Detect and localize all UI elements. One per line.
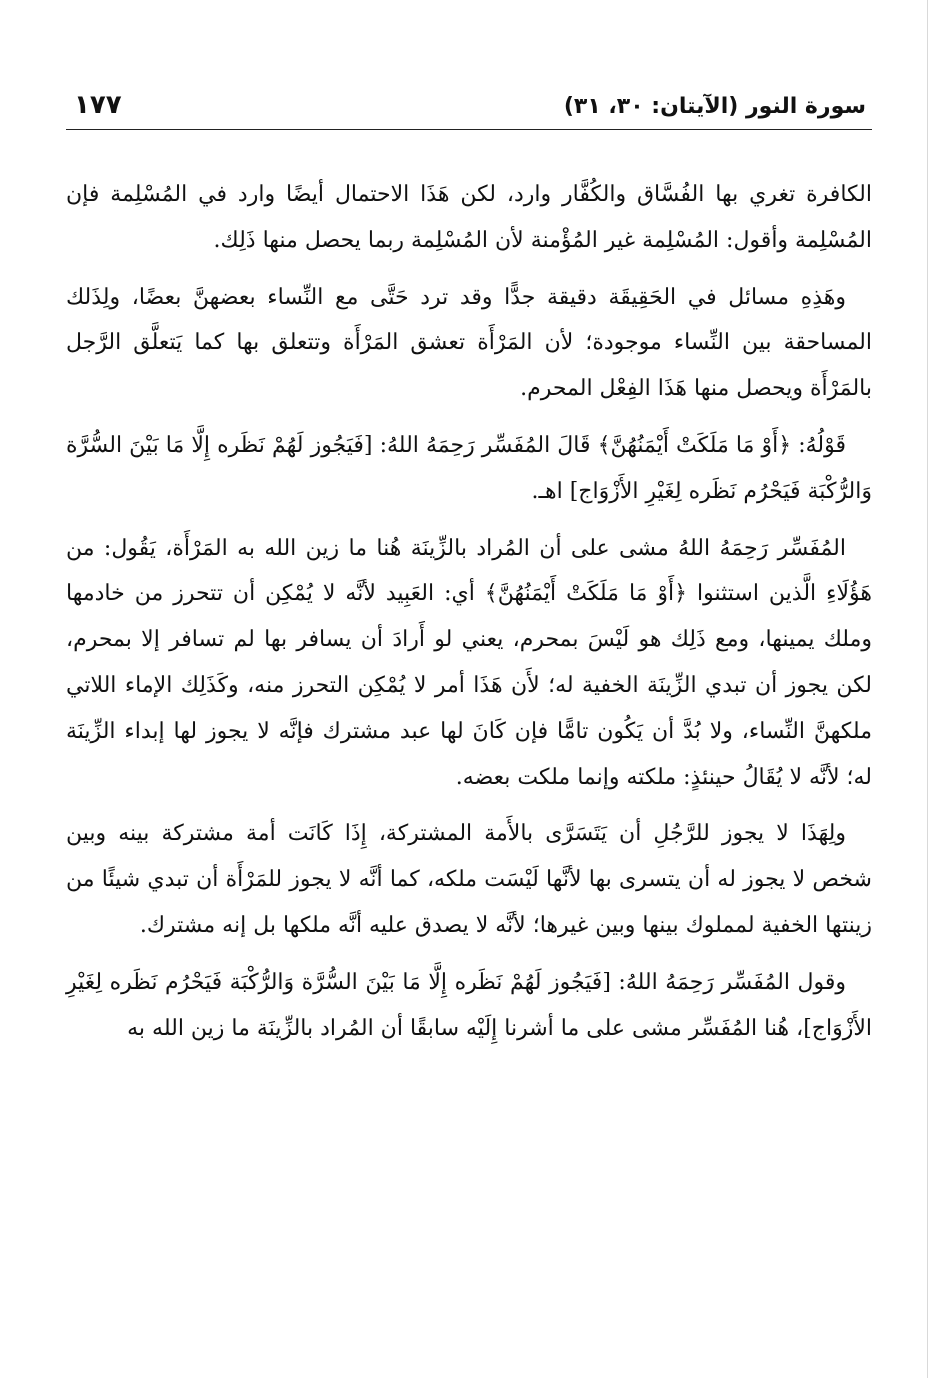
- scan-edge-line: [927, 0, 928, 1378]
- paragraph: وهَذِهِ مسائل في الحَقِيقَة دقيقة جدًّا وقد ترد حَتَّى مع النِّساء بعضهنَّ بعضًا، ولِذَلك المساحقة بين النِّساء موجودة؛ لأن المَرْأَة تعشق المَرْأَة وتتعلق بها كما يَتعلَّق الرَّجل بالمَرْأَة ويحصل منها هَذَا الفِعْل المحرم.: [66, 284, 872, 402]
- header-rule: [66, 129, 872, 130]
- paragraph: الكافرة تغري بها الفُسَّاق والكُفَّار وارد، لكن هَذَا الاحتمال أيضًا وارد في المُسْلِمة فإن المُسْلِمة وأقول: المُسْلِمة غير المُؤْمنة لأن المُسْلِمة ربما يحصل منها ذَلِك.: [66, 182, 872, 253]
- body-text: [66, 172, 872, 1062]
- running-title: سورة النور (الآيتان: ٣٠، ٣١): [563, 94, 866, 119]
- paragraph: وقول المُفَسِّر رَحِمَهُ اللهُ: [فَيَجُوز لَهُمْ نَظَره إِلَّا مَا بَيْنَ السُّرَّة وَالرُّكْبَة فَيَحْرُم نَظَره لِغَيْرِ الأَزْوَاج]، هُنا المُفَسِّر مشى على ما أشرنا إِلَيْه سابقًا أن المُراد بالزِّينَة ما زين الله به: [66, 969, 872, 1041]
- paragraph: المُفَسِّر رَحِمَهُ اللهُ مشى على أن المُراد بالزِّينَة هُنا ما زين الله به المَرْأَة، يَقُول: من هَؤُلَاءِ الَّذين استثنوا ﴿أَوْ مَا مَلَكَتْ أَيْمَنُهُنَّ﴾ أي: العَبِيد لأنَّه لا يُمْكِن أن تتحرز من خادمها وملك يمينها، ومع ذَلِك هو لَيْسَ بمحرم، يعني لو أَرادَ أن يسافر بها لم تسافر إلا بمحرم، لكن يجوز أن تبدي الزِّينَة الخفية له؛ لأَن هَذَا أمر لا يُمْكِن التحرز منه، وكَذَلِك الإماء اللاتي ملكهنَّ النِّساء، ولا بُدَّ أن يَكُون تامًّا فإن كَانَ لها عبد مشترك فإنَّه لا يجوز لها إبداء الزِّينَة له؛ لأنَّه لا يُقَالُ حينئذٍ: ملكته وإنما ملكت بعضه.: [66, 535, 872, 790]
- page-header: [66, 84, 872, 130]
- paragraph: قَوْلُهُ: ﴿أَوْ مَا مَلَكَتْ أَيْمَنُهُنَّ﴾ قَالَ المُفَسِّر رَحِمَهُ اللهُ: [فَيَجُوز لَهُمْ نَظَره إِلَّا مَا بَيْنَ السُّرَّة وَالرُّكْبَة فَيَحْرُم نَظَره لِغَيْرِ الأَزْوَاج] اهـ.: [66, 432, 872, 504]
- page-number: ١٧٧: [74, 90, 122, 120]
- paragraph: ولِهَذَا لا يجوز للرَّجُلِ أن يَتَسَرَّى بالأَمة المشتركة، إِذَا كَانَت أمة مشتركة بينه وبين شخص لا يجوز له أن يتسرى بها لأنَّها لَيْسَت ملكه، كما أنَّه لا يجوز للمَرْأَة أن تبدي شيئًا من زينتها الخفية لمملوك بينها وبين غيرها؛ لأنَّه لا يصدق عليه أنَّه ملكها بل إنه مشترك.: [66, 821, 872, 938]
